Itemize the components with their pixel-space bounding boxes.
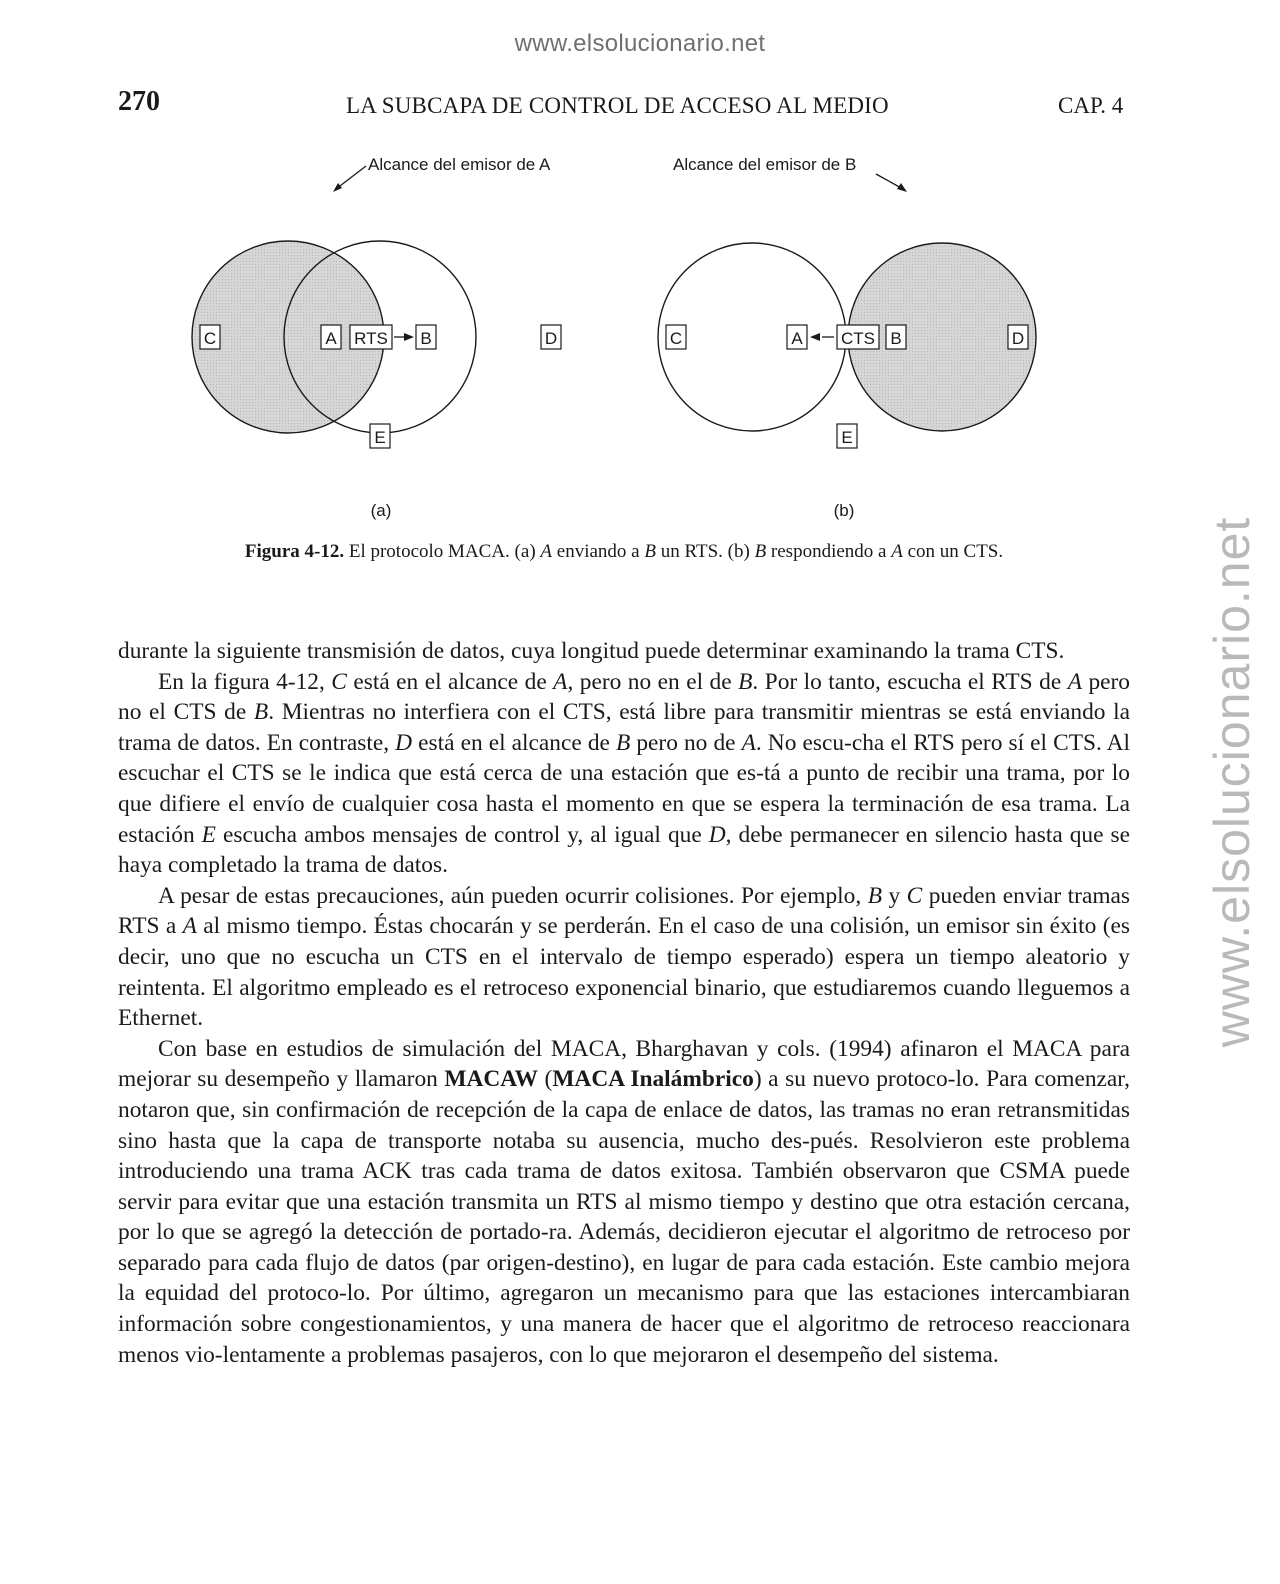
italic-run: C [331, 668, 347, 695]
caption-italic: B [754, 541, 767, 562]
station-e [370, 424, 390, 448]
caption-text: con un CTS. [902, 541, 1004, 562]
text-run: . Mientras no interfiera con el CTS, está libre para transmitir mientras se está enviando la trama de datos. En contraste, [118, 699, 1131, 756]
italic-run: B [615, 729, 631, 756]
text-run: y [881, 882, 907, 909]
station-label: D [544, 329, 558, 348]
bold-term-macaw: MACAW [444, 1066, 538, 1093]
italic-run: D [708, 821, 726, 848]
caption-italic: B [644, 541, 656, 562]
italic-run: A [741, 729, 756, 756]
pointer-arrowhead-b [897, 183, 907, 192]
station-label: C [669, 329, 683, 348]
pointer-line-a [336, 166, 366, 189]
text-run: . No escu-cha el RTS pero sí el CTS. Al escuchar el CTS se le indica que está cerca de una estación que es-tá a punto de recibir una trama, por lo que difiere el envío de cualquier cosa hasta el momento en que se espera la terminación de esa trama. La estación [118, 729, 1131, 848]
station-d [541, 325, 561, 349]
italic-run: C [906, 882, 923, 909]
text-run: ) a su nuevo protoco-lo. Para comenzar, notaron que, sin confirmación de recepción de la capa de enlace de datos, las tramas no eran retransmitidas sino hasta que la capa de transporte notaba su ausencia, mucho des-pués. Resolvieron este problema introduciendo una trama ACK tras cada trama de datos exitosa. También observaron que CSMA puede servir para evitar que una estación transmita un RTS al mismo tiempo y destino que otra estación cercana, por lo que se agregó la detección de portado-ra. Además, decidieron ejecutar el algoritmo de retroceso por separado para cada flujo de datos (par origen-destino), en lugar de para cada estación. Este cambio mejora la equidad del protoco-lo. Por último, agregaron un mecanismo para que las estaciones intercambiaran información sobre congestionamientos, y una manera de hacer que el algoritmo de retroceso reaccionara menos vio-lentamente a problemas pasajeros, con lo que mejoraron el desempeño del sistema. [118, 1066, 1131, 1368]
italic-run: E [201, 821, 216, 848]
text-run: está en el alcance de [346, 668, 554, 695]
running-title: LA SUBCAPA DE CONTROL DE ACCESO AL MEDIO [346, 93, 889, 118]
caption-text: respondiendo a [766, 541, 892, 562]
paragraph-4 [118, 1034, 1130, 1371]
station-b [416, 325, 436, 349]
caption-label: Figura 4-12. [244, 541, 345, 562]
paragraph-2 [118, 667, 1130, 881]
text-run: está en el alcance de [412, 729, 616, 756]
range-label-b [673, 155, 907, 192]
watermark-top: www.elsolucionario.net [514, 30, 766, 57]
text-run: pero no el CTS de [118, 668, 1131, 726]
panel-a [192, 155, 561, 520]
station-label: B [420, 329, 432, 348]
italic-run: A [553, 668, 568, 695]
message-label: RTS [354, 329, 388, 348]
caption-italic: A [891, 541, 903, 562]
bold-term-maca-inalambrico: MACA Inalámbrico [552, 1066, 754, 1093]
station-c [666, 325, 686, 349]
page-number: 270 [118, 86, 160, 117]
chapter-label: CAP. 4 [1058, 93, 1124, 118]
italic-run: B [253, 699, 269, 726]
station-label: E [374, 428, 386, 447]
italic-run: A [1067, 668, 1082, 695]
text-run: En la figura 4-12, [158, 668, 332, 695]
station-label: A [325, 329, 337, 348]
caption-text: El protocolo MACA. (a) [344, 541, 541, 562]
text-run: , debe permanecer en silencio hasta que se haya completado la trama de datos. [118, 821, 1131, 879]
cts-message [837, 325, 879, 349]
watermark-side: www.elsolucionario.net [1204, 516, 1260, 1048]
text-run: pueden enviar tramas RTS a [118, 882, 1131, 940]
panel-b [658, 155, 1036, 520]
station-b [886, 325, 906, 349]
caption-text: un RTS. (b) [655, 541, 755, 562]
message-label: CTS [841, 329, 875, 348]
caption-italic: A [540, 541, 553, 562]
text-run: , pero no en el de [567, 668, 739, 695]
text-run: A pesar de estas precauciones, aún pueden ocurrir colisiones. Por ejemplo, [158, 882, 868, 909]
range-label-a-text: Alcance del emisor de A [368, 155, 551, 174]
station-a [787, 325, 807, 349]
range-label-a [333, 155, 551, 192]
maca-figure [0, 140, 1280, 530]
rts-message [350, 325, 392, 349]
station-a [321, 325, 341, 349]
station-label: B [890, 329, 902, 348]
station-label: A [791, 329, 803, 348]
station-label: D [1011, 329, 1025, 348]
panel-b-sublabel: (b) [833, 501, 855, 520]
italic-run: B [867, 882, 882, 909]
italic-run: A [182, 913, 197, 940]
range-label-b-text: Alcance del emisor de B [673, 155, 857, 174]
text-run: ( [537, 1066, 553, 1093]
station-d [1008, 325, 1028, 349]
text-run: Con base en estudios de simulación del MACA, Bharghavan y cols. (1994) afinaron el MACA para mejorar su desempeño y llamaron [118, 1035, 1130, 1093]
body-text [118, 636, 1130, 1370]
text-run: pero no de [630, 729, 742, 756]
cts-arrow [810, 333, 834, 341]
text-run: escucha ambos mensajes de control y, al igual que [215, 821, 709, 848]
text-run: al mismo tiempo. Éstas chocarán y se perderán. En el caso de una colisión, un emisor sin éxito (es decir, uno que no escucha un CTS en el intervalo de tiempo esperado) espera un tiempo aleatorio y reintenta. El algoritmo empleado es el retroceso exponencial binario, que estudiaremos cuando lleguemos a Ethernet. [118, 913, 1130, 1032]
paragraph-3 [118, 881, 1130, 1034]
station-e [837, 424, 857, 448]
station-label: E [841, 428, 853, 447]
panel-a-sublabel: (a) [370, 501, 392, 520]
italic-run: D [395, 729, 413, 756]
pointer-arrowhead-a [333, 183, 342, 192]
caption-text: enviando a [552, 541, 645, 562]
station-label: C [203, 329, 217, 348]
figure-caption [118, 541, 1130, 563]
italic-run: B [738, 668, 753, 695]
text-run: . Por lo tanto, escucha el RTS de [752, 668, 1068, 695]
paragraph-1: durante la siguiente transmisión de datos, cuya longitud puede determinar examinando la trama CTS. [118, 638, 1065, 664]
rts-arrow [394, 333, 414, 341]
station-c [200, 325, 220, 349]
